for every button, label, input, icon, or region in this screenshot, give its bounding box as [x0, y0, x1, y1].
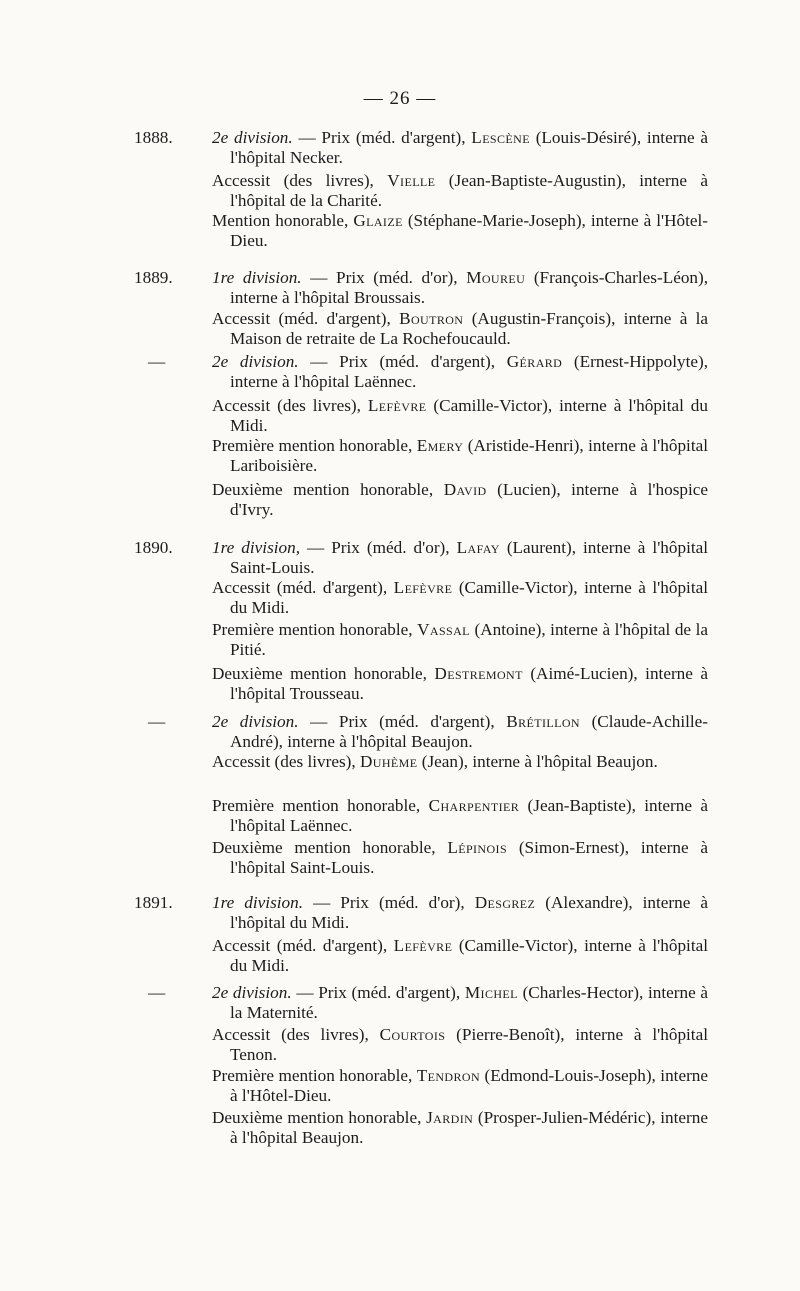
honor-entry: [212, 578, 708, 617]
honoree-details: (Lucien), interne à l'hospice d'Ivry.: [230, 480, 709, 519]
honoree-details: (Camille-Victor), interne à l'hôpital du Midi.: [230, 936, 709, 975]
honor-type: Deuxième mention honorable,: [212, 480, 434, 499]
honor-entry: [212, 1066, 708, 1105]
honoree-details: (Jean-Baptiste-Augustin), interne à l'hôpital de la Charité.: [230, 171, 708, 210]
year-label: 1891.: [134, 893, 173, 912]
division-label: 2e division.: [212, 128, 293, 147]
prize-entry: [212, 538, 708, 577]
division-label: 1re division.: [212, 893, 304, 912]
laureate-details: (Ernest-Hippolyte), interne à l'hôpital Laënnec.: [230, 352, 709, 391]
honor-entry: [212, 1025, 708, 1064]
honoree-name: Emery: [416, 436, 464, 455]
honoree-name: Tendron: [416, 1066, 481, 1085]
honoree-name: Glaize: [353, 211, 403, 230]
honor-entry: [212, 436, 708, 475]
year-label: 1888.: [134, 128, 173, 147]
honor-type: Première mention honorable,: [212, 796, 421, 815]
prize-text: — Prix (méd. d'argent),: [296, 983, 461, 1002]
honor-entry: [212, 309, 708, 348]
honor-type: Deuxième mention honorable,: [212, 838, 436, 857]
honoree-name: Lefèvre: [393, 578, 453, 597]
prize-entry: [212, 983, 708, 1022]
honoree-details: (Camille-Victor), interne à l'hôpital du Midi.: [230, 396, 708, 435]
honor-entry: [212, 1108, 708, 1147]
prize-entry: [212, 352, 708, 391]
laureate-name: Michel: [464, 983, 518, 1002]
honoree-name: Destremont: [434, 664, 523, 683]
honoree-details: (Camille-Victor), interne à l'hôpital du Midi.: [230, 578, 709, 617]
continuation-dash: —: [148, 712, 166, 731]
honoree-details: (Stéphane-Marie-Joseph), interne à l'Hôtel-Dieu.: [230, 211, 709, 250]
laureate-details: (Laurent), interne à l'hôpital Saint-Louis.: [230, 538, 709, 577]
division-label: 1re division,: [212, 538, 301, 557]
honoree-name: Charpentier: [428, 796, 520, 815]
laureate-name: Lescène: [471, 128, 530, 147]
prize-entry: [212, 893, 708, 932]
division-label: 1re division.: [212, 268, 302, 287]
laureate-details: (Claude-Achille-André), interne à l'hôpital Beaujon.: [230, 712, 709, 751]
laureate-details: (Alexandre), interne à l'hôpital du Midi.: [230, 893, 709, 932]
prize-entry: [212, 712, 708, 751]
laureate-details: (Louis-Désiré), interne à l'hôpital Necker.: [230, 128, 709, 167]
honor-entry: [212, 211, 708, 250]
honor-entry: [212, 936, 708, 975]
honor-entry: [212, 620, 708, 659]
laureate-details: (Charles-Hector), interne à la Maternité.: [230, 983, 709, 1022]
honor-type: Accessit (méd. d'argent),: [212, 309, 391, 328]
honor-entry: [212, 796, 708, 835]
prize-text: — Prix (méd. d'argent),: [298, 128, 466, 147]
honoree-name: Boutron: [399, 309, 464, 328]
honor-entry: [212, 171, 708, 210]
honoree-name: Lépinois: [447, 838, 508, 857]
honor-type: Accessit (des livres),: [212, 752, 356, 771]
honor-entry: [212, 396, 708, 435]
honoree-name: David: [443, 480, 487, 499]
honoree-name: Jardin: [426, 1108, 474, 1127]
honor-type: Première mention honorable,: [212, 436, 413, 455]
honoree-name: Vassal: [417, 620, 470, 639]
prize-text: — Prix (méd. d'or),: [313, 893, 465, 912]
honoree-details: (Antoine), interne à l'hôpital de la Pitié.: [230, 620, 709, 659]
honor-type: Première mention honorable,: [212, 1066, 413, 1085]
prize-text: — Prix (méd. d'argent),: [310, 352, 496, 371]
honor-type: Accessit (des livres),: [212, 396, 361, 415]
honor-type: Accessit (des livres),: [212, 171, 374, 190]
honor-type: Deuxième mention honorable,: [212, 1108, 422, 1127]
honor-type: Accessit (méd. d'argent),: [212, 936, 388, 955]
year-label: 1890.: [134, 538, 173, 557]
honoree-details: (Pierre-Benoît), interne à l'hôpital Tenon.: [230, 1025, 708, 1064]
division-label: 2e division.: [212, 352, 299, 371]
laureate-name: Desgrez: [474, 893, 536, 912]
laureate-details: (François-Charles-Léon), interne à l'hôpital Broussais.: [230, 268, 709, 307]
honor-entry: [212, 838, 708, 877]
honor-type: Deuxième mention honorable,: [212, 664, 427, 683]
prize-entry: [212, 128, 708, 167]
continuation-dash: —: [148, 352, 166, 371]
honor-type: Première mention honorable,: [212, 620, 413, 639]
honoree-details: (Prosper-Julien-Médéric), interne à l'hôpital Beaujon.: [230, 1108, 708, 1147]
honor-entry: [212, 664, 708, 703]
honoree-name: Lefèvre: [393, 936, 453, 955]
honoree-details: (Augustin-François), interne à la Maison de retraite de La Rochefoucauld.: [230, 309, 709, 348]
honor-type: Accessit (des livres),: [212, 1025, 369, 1044]
honoree-details: (Jean-Baptiste), interne à l'hôpital Laënnec.: [230, 796, 709, 835]
honor-type: Accessit (méd. d'argent),: [212, 578, 388, 597]
honoree-details: (Aimé-Lucien), interne à l'hôpital Trousseau.: [230, 664, 709, 703]
division-label: 2e division.: [212, 712, 299, 731]
honoree-details: (Edmond-Louis-Joseph), interne à l'Hôtel-Dieu.: [230, 1066, 709, 1105]
prize-text: — Prix (méd. d'argent),: [310, 712, 495, 731]
year-label: 1889.: [134, 268, 173, 287]
division-label: 2e division.: [212, 983, 292, 1002]
continuation-dash: —: [148, 983, 166, 1002]
honor-entry: [212, 752, 708, 772]
prize-text: — Prix (méd. d'or),: [310, 268, 458, 287]
laureate-name: Brétillon: [506, 712, 580, 731]
honoree-name: Duhème: [359, 752, 418, 771]
honor-type: Mention honorable,: [212, 211, 349, 230]
honor-entry: [212, 480, 708, 519]
honoree-details: (Simon-Ernest), interne à l'hôpital Saint-Louis.: [230, 838, 708, 877]
laureate-name: Gérard: [506, 352, 563, 371]
laureate-name: Moureu: [466, 268, 526, 287]
page-number: — 26 —: [363, 88, 437, 109]
honoree-name: Lefèvre: [367, 396, 427, 415]
honoree-name: Vielle: [387, 171, 436, 190]
honoree-details: (Aristide-Henri), interne à l'hôpital Lariboisière.: [230, 436, 709, 475]
laureate-name: Lafay: [456, 538, 500, 557]
honoree-name: Courtois: [379, 1025, 446, 1044]
honoree-details: (Jean), interne à l'hôpital Beaujon.: [421, 752, 658, 771]
prize-text: — Prix (méd. d'or),: [307, 538, 450, 557]
prize-entry: [212, 268, 708, 307]
